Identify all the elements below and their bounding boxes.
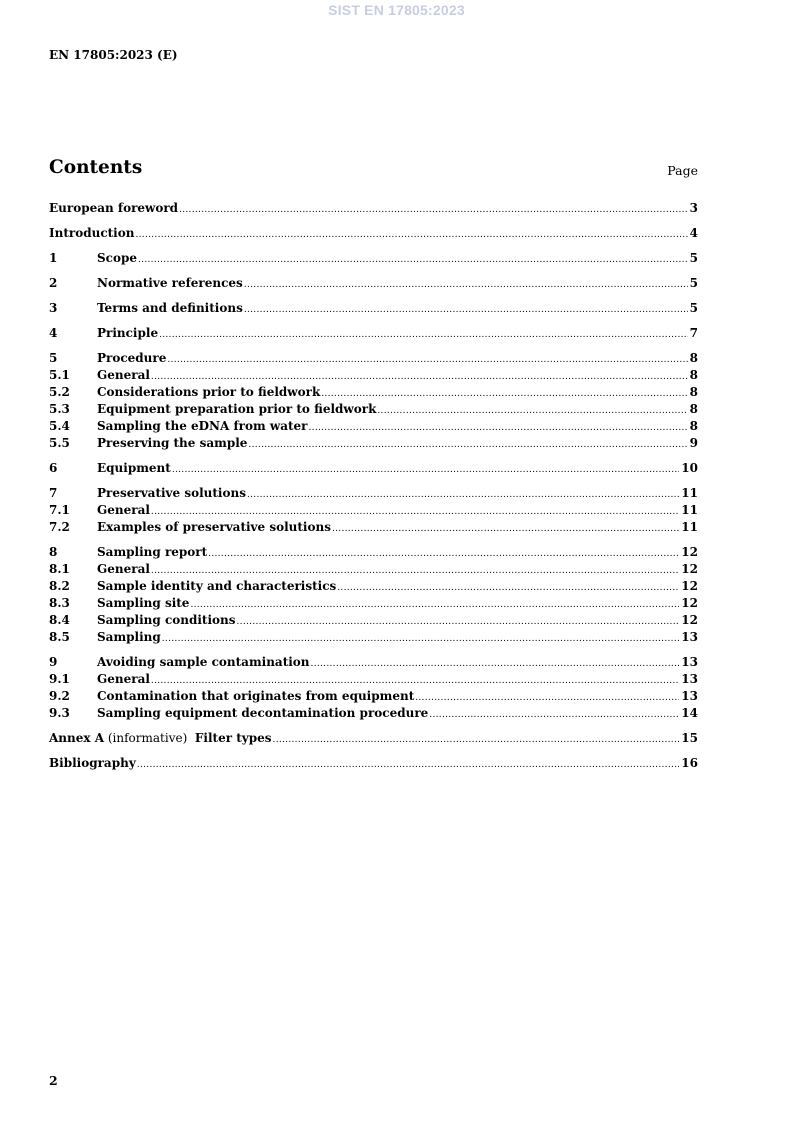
toc-entry[interactable] xyxy=(49,561,698,578)
toc-entry[interactable] xyxy=(49,300,698,317)
toc-entry-number: 3 xyxy=(49,301,58,315)
toc-entry-number: 9.2 xyxy=(49,689,70,703)
toc-entry-title: Normative references xyxy=(97,276,243,290)
toc-entry[interactable] xyxy=(49,275,698,292)
toc-entry-title: European foreword xyxy=(49,201,179,215)
toc-entry[interactable] xyxy=(49,435,698,452)
toc-entry[interactable] xyxy=(49,250,698,267)
toc-dot-leader xyxy=(159,327,688,344)
toc-entry[interactable] xyxy=(49,460,698,477)
toc-entry[interactable] xyxy=(49,225,698,242)
toc-entry[interactable] xyxy=(49,384,698,401)
toc-annex-heading xyxy=(49,730,272,747)
toc-entry-title: Scope xyxy=(97,251,138,265)
toc-entry-page: 16 xyxy=(681,756,698,770)
toc-dot-leader xyxy=(273,732,680,749)
toc-entry-title: Introduction xyxy=(49,226,135,240)
toc-entry-number: 5.4 xyxy=(49,419,70,433)
toc-entry-number: 9 xyxy=(49,655,58,669)
toc-entry-title: Preservative solutions xyxy=(97,486,246,500)
toc-entry-number: 5.3 xyxy=(49,402,70,416)
toc-entry-page: 5 xyxy=(689,276,698,290)
toc-entry-title: Equipment xyxy=(97,461,171,475)
toc-entry-number: 8 xyxy=(49,545,58,559)
toc-entry-number: 5 xyxy=(49,351,58,365)
toc-dot-leader xyxy=(137,757,680,774)
toc-entry-page: 11 xyxy=(681,486,698,500)
toc-entry-number: 4 xyxy=(49,326,58,340)
toc-entry[interactable] xyxy=(49,578,698,595)
toc-entry[interactable] xyxy=(49,401,698,418)
toc-entry-title: Terms and definitions xyxy=(97,301,243,315)
page-column-label: Page xyxy=(667,163,698,178)
toc-entry-number: 9.1 xyxy=(49,672,70,686)
toc-entry-title: Considerations prior to fieldwork xyxy=(97,385,321,399)
toc-entry-number: 5.5 xyxy=(49,436,70,450)
toc-entry-page: 12 xyxy=(681,596,698,610)
toc-dot-leader xyxy=(244,277,688,294)
toc-entry-number: 1 xyxy=(49,251,58,265)
toc-dot-leader xyxy=(332,521,679,538)
toc-entry[interactable] xyxy=(49,671,698,688)
toc-entry-number: 8.5 xyxy=(49,630,70,644)
toc-entry-page: 14 xyxy=(681,706,698,720)
toc-entry-title: Sampling report xyxy=(97,545,208,559)
toc-entry-page: 15 xyxy=(681,731,698,745)
toc-entry-page: 4 xyxy=(689,226,698,240)
toc-annex-prefix: Annex A xyxy=(49,731,105,745)
toc-entry[interactable] xyxy=(49,654,698,671)
toc-entry-page: 11 xyxy=(681,503,698,517)
toc-entry[interactable] xyxy=(49,595,698,612)
toc-entry-number: 8.1 xyxy=(49,562,70,576)
toc-entry-number: 5.2 xyxy=(49,385,70,399)
toc-annex-title: Filter types xyxy=(194,731,272,745)
toc-entry-title: Procedure xyxy=(97,351,167,365)
toc-entry-number: 2 xyxy=(49,276,58,290)
toc-dot-leader xyxy=(179,202,688,219)
toc-entry-page: 5 xyxy=(689,251,698,265)
toc-entry-page: 8 xyxy=(689,385,698,399)
document-id-header: EN 17805:2023 (E) xyxy=(49,48,178,62)
toc-entry-number: 8.3 xyxy=(49,596,70,610)
toc-dot-leader xyxy=(138,252,688,269)
toc-entry-page: 5 xyxy=(689,301,698,315)
toc-entry-page: 13 xyxy=(681,655,698,669)
toc-dot-leader xyxy=(248,437,687,454)
toc-entry[interactable] xyxy=(49,485,698,502)
toc-dot-leader xyxy=(172,462,679,479)
toc-entry-page: 10 xyxy=(681,461,698,475)
toc-entry[interactable] xyxy=(49,705,698,722)
toc-dot-leader xyxy=(135,227,687,244)
toc-entry[interactable] xyxy=(49,688,698,705)
toc-entry[interactable] xyxy=(49,325,698,342)
toc-entry-title: General xyxy=(97,503,150,517)
table-of-contents xyxy=(49,200,698,772)
toc-dot-leader xyxy=(244,302,688,319)
toc-entry[interactable] xyxy=(49,350,698,367)
contents-heading: Contents xyxy=(49,157,143,178)
toc-entry-page: 8 xyxy=(689,368,698,382)
toc-entry-page: 13 xyxy=(681,630,698,644)
toc-entry-title: Avoiding sample contamination xyxy=(97,655,310,669)
toc-entry[interactable] xyxy=(49,629,698,646)
toc-entry-page: 8 xyxy=(689,351,698,365)
toc-entry-page: 12 xyxy=(681,562,698,576)
toc-entry-title: Principle xyxy=(97,326,159,340)
toc-entry-title: Contamination that originates from equipment xyxy=(97,689,415,703)
toc-entry-page: 12 xyxy=(681,579,698,593)
toc-entry[interactable] xyxy=(49,502,698,519)
toc-entry-title: Equipment preparation prior to fieldwork xyxy=(97,402,377,416)
toc-entry-title: Sample identity and characteristics xyxy=(97,579,337,593)
toc-entry-number: 7.1 xyxy=(49,503,70,517)
toc-entry-page: 13 xyxy=(681,689,698,703)
toc-entry-title: Sampling the eDNA from water xyxy=(97,419,308,433)
page-number: 2 xyxy=(49,1073,58,1088)
toc-entry-number: 8.2 xyxy=(49,579,70,593)
toc-entry-number: 7.2 xyxy=(49,520,70,534)
toc-entry-number: 5.1 xyxy=(49,368,70,382)
toc-entry-page: 13 xyxy=(681,672,698,686)
toc-entry-title: General xyxy=(97,368,150,382)
toc-entry-title: Preserving the sample xyxy=(97,436,248,450)
toc-entry-page: 12 xyxy=(681,545,698,559)
toc-entry-page: 8 xyxy=(689,402,698,416)
toc-entry-title: Sampling xyxy=(97,630,161,644)
toc-entry-title: Examples of preservative solutions xyxy=(97,520,331,534)
watermark: SIST EN 17805:2023 xyxy=(328,2,465,18)
toc-entry[interactable] xyxy=(49,612,698,629)
toc-entry-page: 7 xyxy=(689,326,698,340)
toc-entry-title: General xyxy=(97,672,150,686)
toc-entry-page: 3 xyxy=(689,201,698,215)
toc-annex-qualifier: (informative) xyxy=(104,731,195,745)
toc-dot-leader xyxy=(162,631,680,648)
toc-entry-annex-a[interactable] xyxy=(49,730,698,747)
toc-entry-page: 9 xyxy=(689,436,698,450)
toc-entry[interactable] xyxy=(49,200,698,217)
toc-entry-title: Sampling conditions xyxy=(97,613,236,627)
toc-entry-number: 8.4 xyxy=(49,613,70,627)
toc-dot-leader xyxy=(429,707,679,724)
toc-entry[interactable] xyxy=(49,418,698,435)
toc-entry-page: 12 xyxy=(681,613,698,627)
toc-entry[interactable] xyxy=(49,544,698,561)
toc-entry-number: 6 xyxy=(49,461,58,475)
toc-entry-page: 11 xyxy=(681,520,698,534)
toc-entry-number: 9.3 xyxy=(49,706,70,720)
toc-entry-title: Sampling equipment decontamination procedure xyxy=(97,706,429,720)
toc-entry-number: 7 xyxy=(49,486,58,500)
toc-entry-page: 8 xyxy=(689,419,698,433)
toc-entry-title: Bibliography xyxy=(49,756,136,770)
toc-entry-title: General xyxy=(97,562,150,576)
toc-entry-bibliography[interactable] xyxy=(49,755,698,772)
toc-entry-title: Sampling site xyxy=(97,596,190,610)
toc-entry[interactable] xyxy=(49,367,698,384)
toc-entry[interactable] xyxy=(49,519,698,536)
